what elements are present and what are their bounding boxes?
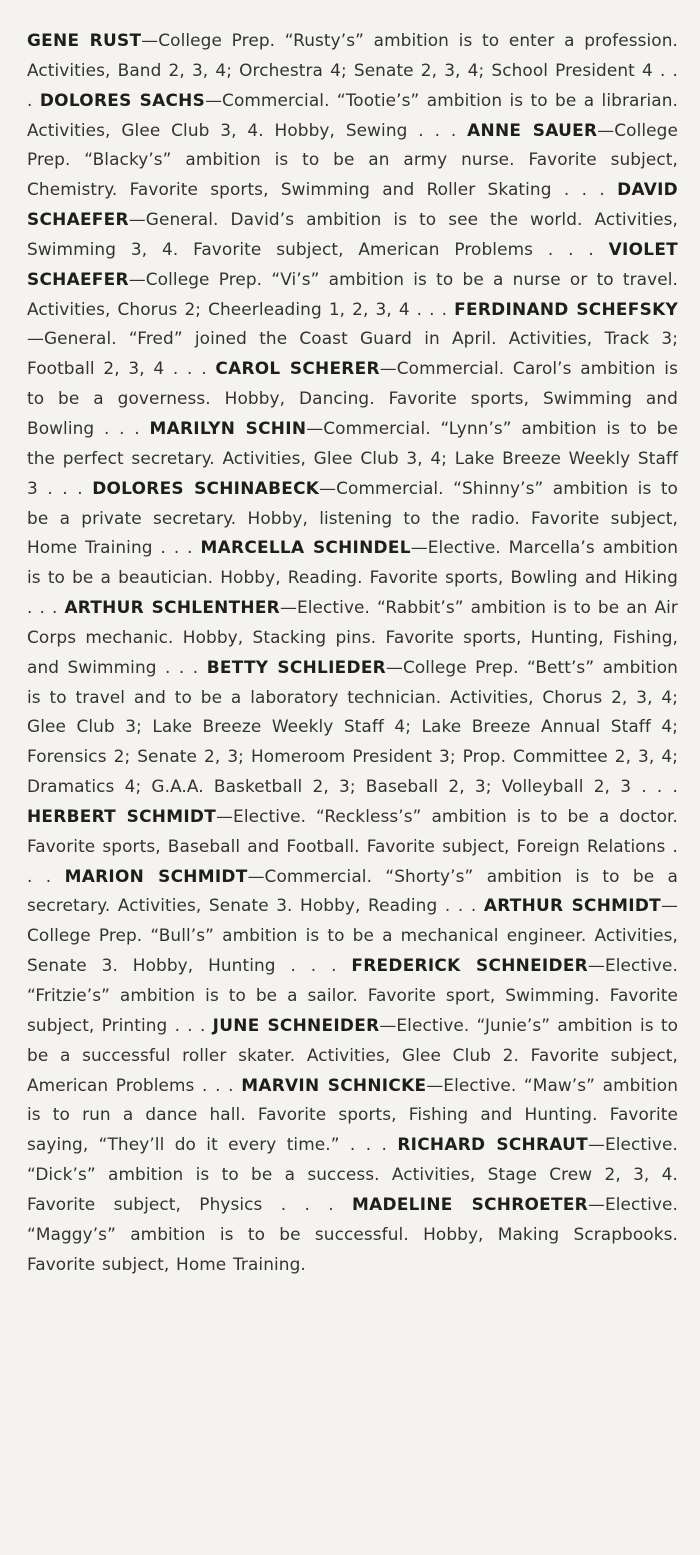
student-name: JUNE SCHNEIDER xyxy=(212,1014,380,1035)
student-name: MARION SCHMIDT xyxy=(64,865,248,886)
student-bio: —College Prep. “Vi’s” ambition is to be a nurse or to travel. Activities, Chorus 2; Cheerleading 1, 2, 3, 4 . . . xyxy=(27,268,678,319)
student-bio: —Elective. “Reckless’s” ambition is to be a doctor. Favorite sports, Baseball and Football. Favorite subject, Foreign Relations . . . xyxy=(27,805,678,886)
student-bio: —College Prep. “Bull’s” ambition is to be a mechanical engineer. Activities, Senate 3. Hobby, Hunting . . . xyxy=(27,895,678,976)
student-bio: —Elective. Marcella’s ambition is to be a beautician. Hobby, Reading. Favorite sports, Bowling and Hiking . . . xyxy=(27,537,678,618)
student-bio: —Elective. “Maw’s” ambition is to run a dance hall. Favorite sports, Fishing and Hunting. Favorite saying, “They’ll do it every time.” . . . xyxy=(27,1074,679,1155)
student-name: HERBERT SCHMIDT xyxy=(27,805,217,826)
student-name: MARILYN SCHIN xyxy=(149,417,307,438)
student-name: DOLORES SCHINABECK xyxy=(92,477,320,498)
student-name: VIOLET SCHAEFER xyxy=(27,238,678,289)
student-name: MADELINE SCHROETER xyxy=(352,1193,588,1214)
student-bio: —General. “Fred” joined the Coast Guard in April. Activities, Track 3; Football 2, 3, 4 . . . xyxy=(27,328,678,379)
student-bio: —Elective. “Junie’s” ambition is to be a successful roller skater. Activities, Glee Club 2. Favorite subject, American Problems . . . xyxy=(27,1014,679,1095)
student-name: GENE RUST xyxy=(27,30,142,50)
senior-biographies xyxy=(27,26,678,1279)
student-bio: —Commercial. “Tootie’s” ambition is to be a librarian. Activities, Glee Club 3, 4. Hobby, Sewing . . . xyxy=(27,89,679,140)
student-bio: —Elective. “Dick’s” ambition is to be a success. Activities, Stage Crew 2, 3, 4. Favorite subject, Physics . . . xyxy=(27,1134,678,1214)
student-bio: —Commercial. “Shinny’s” ambition is to be a private secretary. Hobby, listening to the radio. Favorite subject, Home Training . . . xyxy=(27,477,678,558)
student-name: BETTY SCHLIEDER xyxy=(206,656,386,677)
student-name: DAVID SCHAEFER xyxy=(27,179,678,230)
student-name: MARCELLA SCHINDEL xyxy=(200,537,411,558)
student-name: CAROL SCHERER xyxy=(215,358,380,379)
student-name: FREDERICK SCHNEIDER xyxy=(351,955,588,976)
student-name: RICHARD SCHRAUT xyxy=(397,1134,588,1155)
student-bio: —Elective. “Fritzie’s” ambition is to be a sailor. Favorite sport, Swimming. Favorite subject, Printing . . . xyxy=(27,955,678,1035)
student-bio: —General. David’s ambition is to see the world. Activities, Swimming 3, 4. Favorite subject, American Problems . . . xyxy=(27,209,678,259)
student-entry xyxy=(27,657,678,796)
student-name: DOLORES SACHS xyxy=(39,89,206,110)
student-bio: —Commercial. “Lynn’s” ambition is to be the perfect secretary. Activities, Glee Club 3, 4; Lake Breeze Weekly Staff 3 . . . xyxy=(27,417,678,498)
student-name: ARTHUR SCHLENTHER xyxy=(64,597,280,618)
student-bio: —Elective. “Maggy’s” ambition is to be successful. Hobby, Making Scrapbooks. Favorite subject, Home Training. xyxy=(27,1193,678,1274)
student-name: MARVIN SCHNICKE xyxy=(241,1074,427,1095)
student-name: ANNE SAUER xyxy=(467,119,598,140)
student-name: ARTHUR SCHMIDT xyxy=(483,895,661,916)
student-bio: —Commercial. “Shorty’s” ambition is to be a secretary. Activities, Senate 3. Hobby, Reading . . . xyxy=(27,865,679,916)
student-bio: —Elective. “Rabbit’s” ambition is to be an Air Corps mechanic. Hobby, Stacking pins. Favorite sports, Hunting, Fishing, and Swimming . . . xyxy=(27,597,678,677)
student-bio: —College Prep. “Bett’s” ambition is to travel and to be a laboratory technician. Activities, Chorus 2, 3, 4; Glee Club 3; Lake Breeze Weekly Staff 4; Lake Breeze Annual Staff 4; Forensics 2; Senate 2, 3; Homeroom President 3; Prop. Committee 2, 3, 4; Dramatics 4; G.A.A. Basketball 2, 3; Baseball 2, 3; Volleyball 2, 3 . . . xyxy=(27,656,678,797)
student-bio: —Commercial. Carol’s ambition is to be a governess. Hobby, Dancing. Favorite sports, Swimming and Bowling . . . xyxy=(27,358,678,438)
student-name: FERDINAND SCHEFSKY xyxy=(454,298,678,319)
student-bio: —College Prep. “Blacky’s” ambition is to be an army nurse. Favorite subject, Chemistry. Favorite sports, Swimming and Roller Skating . . . xyxy=(27,119,678,200)
student-bio: —College Prep. “Rusty’s” ambition is to enter a profession. Activities, Band 2, 3, 4; Orchestra 4; Senate 2, 3, 4; School President 4 . . . xyxy=(27,30,679,110)
